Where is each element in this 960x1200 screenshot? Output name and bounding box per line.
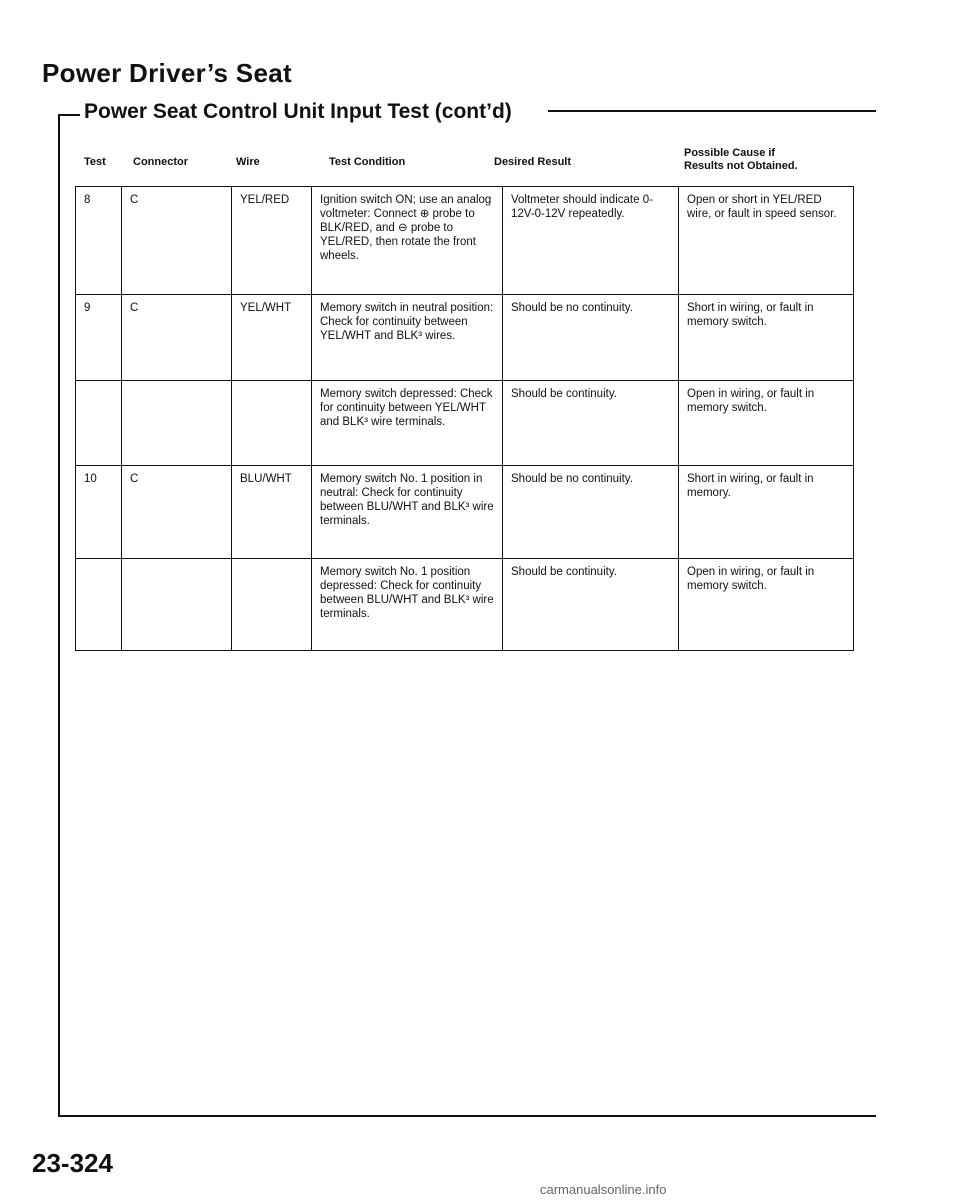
table-row [76,559,854,651]
cell-test-condition: Ignition switch ON; use an analog voltmeter: Connect ⊕ probe to BLK/RED, and ⊖ probe to YEL/RED, then rotate the front wheels. [312,187,503,295]
cell-wire: YEL/WHT [232,295,312,381]
cell-connector: C [122,466,232,559]
cell-desired-result: Should be continuity. [503,559,679,651]
header-desired-result: Desired Result [494,156,572,168]
frame-bottom-border [58,1115,876,1117]
header-connector: Connector [133,156,188,168]
table-row [76,295,854,381]
frame-left-border [58,114,60,1117]
page-number: 23-324 [32,1148,113,1178]
cell-desired-result: Should be no continuity. [503,295,679,381]
cell-test-number: 8 [76,187,122,295]
cell-possible-cause: Open in wiring, or fault in memory switch. [679,381,854,466]
cell-test-condition: Memory switch depressed: Check for continuity between YEL/WHT and BLK³ wire terminals. [312,381,503,466]
header-possible-cause [684,147,798,173]
cell-desired-result: Should be continuity. [503,381,679,466]
cell-wire: BLU/WHT [232,466,312,559]
header-test: Test [84,156,106,168]
cell-possible-cause: Open or short in YEL/RED wire, or fault in speed sensor. [679,187,854,295]
cell-connector-empty [122,381,232,466]
header-possible-cause-line2: Results not Obtained. [684,160,798,172]
section-subtitle: Power Seat Control Unit Input Test (cont’d) [84,100,512,123]
cell-test-condition: Memory switch in neutral position: Check for continuity between YEL/WHT and BLK³ wires. [312,295,503,381]
section-rule-left [58,114,80,116]
cell-possible-cause: Open in wiring, or fault in memory switch. [679,559,854,651]
cell-test-condition: Memory switch No. 1 position depressed: Check for continuity between BLU/WHT and BLK³ wire terminals. [312,559,503,651]
cell-wire-empty [232,559,312,651]
cell-test-number-empty [76,381,122,466]
cell-test-number: 10 [76,466,122,559]
header-test-condition: Test Condition [329,156,406,168]
site-watermark: carmanualsonline.info [540,1182,667,1197]
cell-desired-result: Should be no continuity. [503,466,679,559]
header-possible-cause-line1: Possible Cause if [684,147,776,159]
cell-wire: YEL/RED [232,187,312,295]
cell-possible-cause: Short in wiring, or fault in memory. [679,466,854,559]
cell-connector: C [122,295,232,381]
cell-possible-cause: Short in wiring, or fault in memory switch. [679,295,854,381]
cell-connector: C [122,187,232,295]
section-rule-right [548,110,876,112]
cell-desired-result: Voltmeter should indicate 0-12V-0-12V repeatedly. [503,187,679,295]
cell-connector-empty [122,559,232,651]
table-row [76,187,854,295]
table-row [76,466,854,559]
cell-test-condition: Memory switch No. 1 position in neutral: Check for continuity between BLU/WHT and BLK³ wire terminals. [312,466,503,559]
header-wire: Wire [236,156,260,168]
cell-test-number-empty [76,559,122,651]
table-row [76,381,854,466]
cell-test-number: 9 [76,295,122,381]
input-test-table [75,186,854,651]
page-title: Power Driver’s Seat [42,58,292,88]
cell-wire-empty [232,381,312,466]
